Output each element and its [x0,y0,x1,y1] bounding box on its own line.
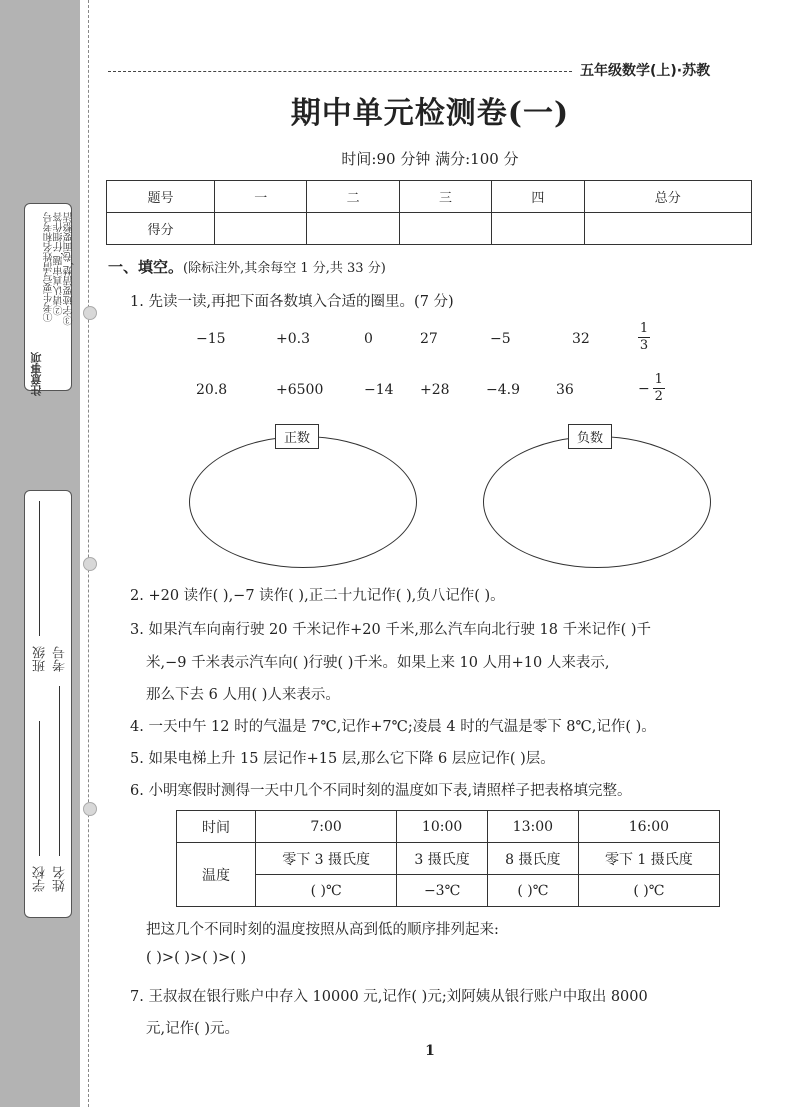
number-item: +6500 [276,382,324,398]
number-item: −5 [490,331,511,347]
fraction-item [638,373,665,404]
notice-box [24,203,75,396]
temperature-table [176,810,720,907]
score-header-row [107,181,752,213]
punch-hole [83,557,97,571]
school-label: 学校 [33,866,48,892]
fraction-denominator: 3 [639,338,649,353]
time-cell: 10:00 [397,811,488,843]
number-item: +0.3 [276,331,310,347]
description-cell: 零下 1 摄氏度 [578,843,719,875]
question-6: 6. 小明寒假时测得一天中几个不同时刻的温度如下表,请照样子把表格填完整。 [130,783,632,799]
description-row [177,843,720,875]
value-cell[interactable]: ( )℃ [487,875,578,907]
score-cell[interactable] [584,213,751,245]
score-header-cell: 四 [492,181,584,213]
value-cell[interactable]: ( )℃ [578,875,719,907]
fraction-denominator: 2 [654,389,663,404]
time-label: 时间 [177,811,256,843]
notice-label: 注意事项 [30,352,43,396]
time-cell: 7:00 [256,811,397,843]
question-3-line-1: 3. 如果汽车向南行驶 20 千米记作+20 千米,那么汽车向北行驶 18 千米记作( )千 [130,622,652,638]
value-cell: −3℃ [397,875,488,907]
score-cell[interactable] [215,213,307,245]
name-label: 姓名 [53,866,68,892]
score-cell[interactable] [492,213,584,245]
score-header-cell: 一 [215,181,307,213]
score-cell[interactable] [399,213,491,245]
description-cell: 零下 3 摄氏度 [256,843,397,875]
notice-line: ①考生要写清姓名和考号 [44,212,55,322]
school-line [39,721,40,856]
value-row [177,875,720,907]
fraction-item [638,322,650,353]
time-cell: 16:00 [578,811,719,843]
section-title: 一、填空。 [108,258,184,276]
exam-no-line [59,686,60,856]
number-item: 20.8 [196,382,228,398]
fraction-sign: − [638,380,650,397]
class-label: 班级 [33,646,48,672]
time-info: 时间:90 分钟 满分:100 分 [341,150,519,168]
positive-label: 正数 [275,424,319,449]
number-item: −4.9 [486,382,520,398]
question-4: 4. 一天中午 12 时的气温是 7℃,记作+7℃;凌晨 4 时的气温是零下 8℃,记作( )。 [130,719,656,735]
number-item: −15 [196,331,226,347]
fraction-body [653,373,665,404]
class-line [39,501,40,636]
description-cell: 3 摄氏度 [397,843,488,875]
section-heading [108,256,386,277]
question-5: 5. 如果电梯上升 15 层记作+15 层,那么它下降 6 层应记作( )层。 [130,751,555,767]
score-row [107,213,752,245]
exam-no-label: 考号 [53,646,68,672]
number-item: 27 [420,331,438,347]
number-item: −14 [364,382,394,398]
number-item: 36 [556,382,574,398]
score-header-cell: 题号 [107,181,215,213]
series-label: 五年级数学(上)·苏教 [580,63,711,79]
negative-label: 负数 [568,424,612,449]
score-header-cell: 二 [307,181,399,213]
notice-line: ②请认真审题,仔细作答 [54,212,65,316]
positive-circle[interactable] [189,436,417,568]
fraction-numerator: 1 [654,372,663,387]
question-1: 1. 先读一读,再把下面各数填入合适的圈里。(7 分) [130,294,454,310]
header-dashed-rule [108,71,572,72]
number-item: 32 [572,331,590,347]
punch-hole [83,802,97,816]
time-cell: 13:00 [487,811,578,843]
negative-circle[interactable] [483,436,711,568]
description-cell: 8 摄氏度 [487,843,578,875]
page-number: 1 [425,1043,435,1059]
question-7-line-2: 元,记作( )元。 [146,1021,240,1037]
question-2: 2. +20 读作( ),−7 读作( ),正二十九记作( ),负八记作( )。 [130,588,505,604]
number-item: +28 [420,382,450,398]
temperature-label: 温度 [177,843,256,907]
fraction-numerator: 1 [639,321,649,336]
score-header-cell: 三 [399,181,491,213]
punch-hole [83,306,97,320]
page-title: 期中单元检测卷(一) [290,96,570,131]
section-note: (除标注外,其余每空 1 分,共 33 分) [183,261,386,276]
sort-instruction: 把这几个不同时刻的温度按照从高到低的顺序排列起来: [146,922,499,938]
score-row-label: 得分 [107,213,215,245]
student-info-box [24,490,72,918]
time-row [177,811,720,843]
score-header-cell: 总分 [584,181,751,213]
value-cell[interactable]: ( )℃ [256,875,397,907]
question-3-line-3: 那么下去 6 人用( )人来表示。 [146,687,340,703]
score-table [106,180,752,245]
number-item: 0 [364,331,373,347]
notice-line: ③字迹要清楚,卷面要整洁 [64,212,75,326]
sort-blanks[interactable]: ( )>( )>( )>( ) [146,950,247,966]
question-3-line-2: 米,−9 千米表示汽车向( )行驶( )千米。如果上来 10 人用+10 人来表示, [146,655,610,671]
score-cell[interactable] [307,213,399,245]
question-7-line-1: 7. 王叔叔在银行账户中存入 10000 元,记作( )元;刘阿姨从银行账户中取出 8000 [130,989,648,1005]
